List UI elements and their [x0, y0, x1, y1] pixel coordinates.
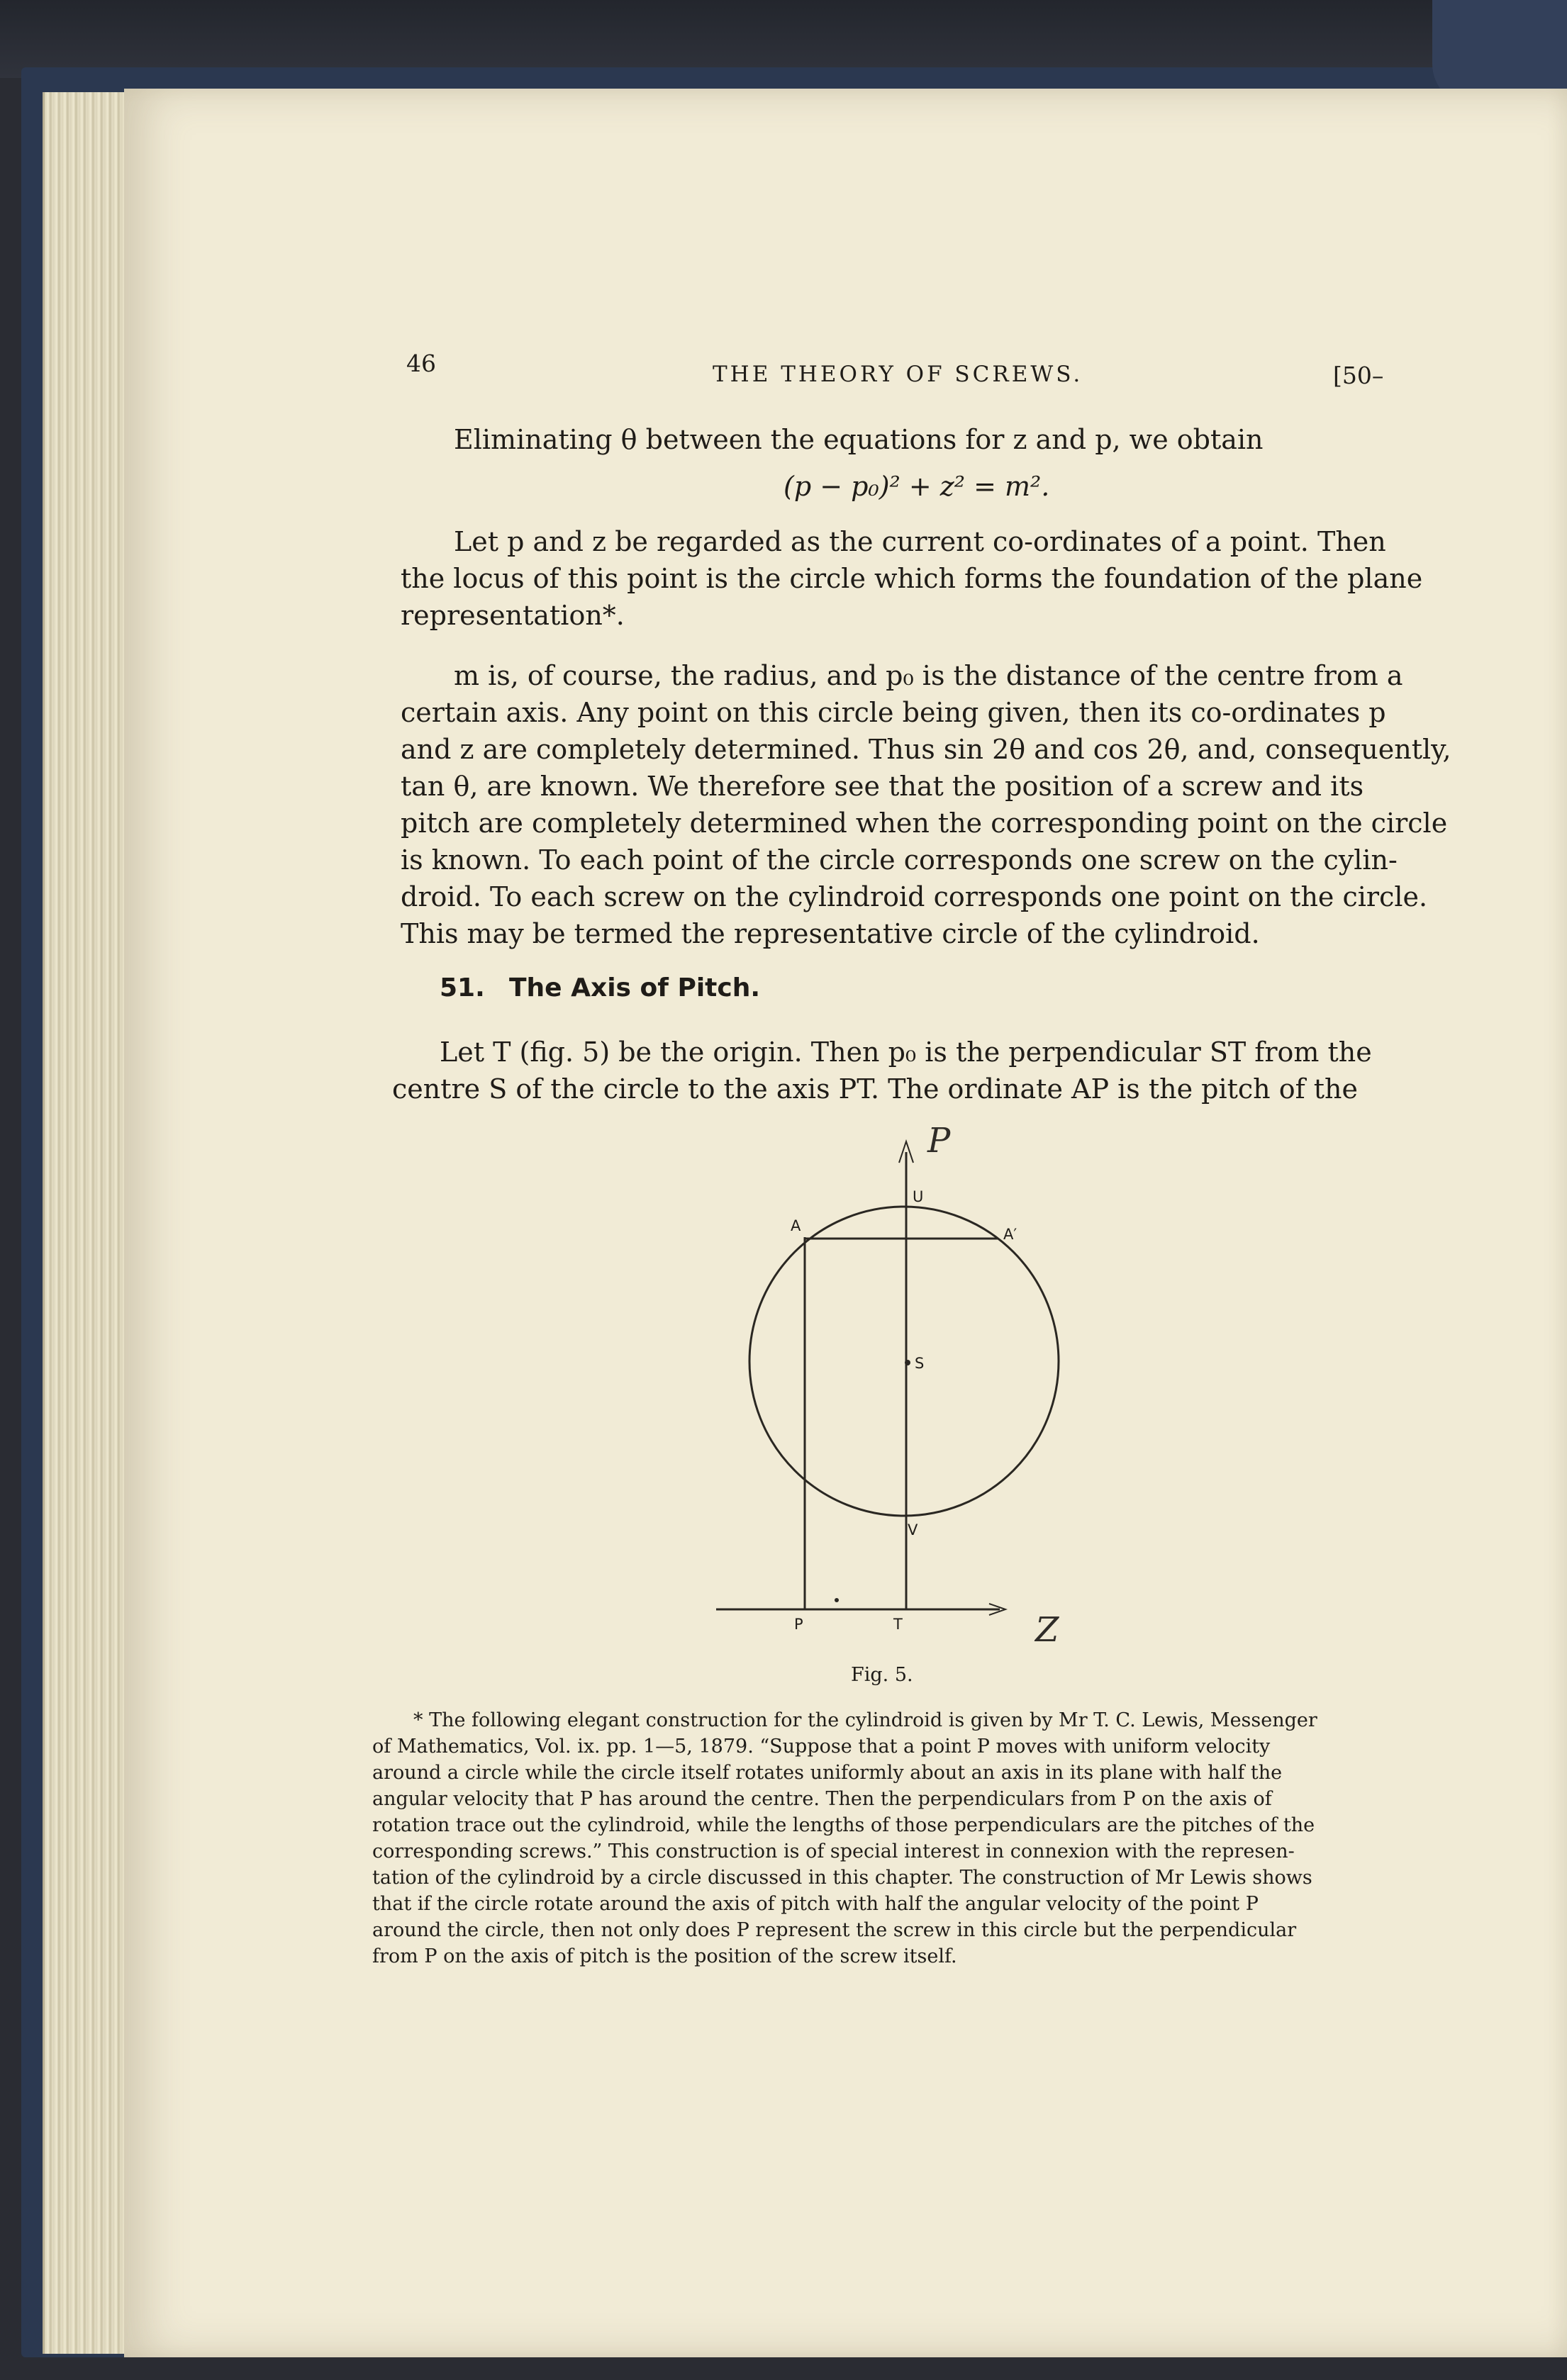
- handwritten-p: P: [927, 1121, 951, 1161]
- label-s: S: [915, 1355, 925, 1372]
- p3-line-2: centre S of the circle to the axis PT. The ordinate AP is the pitch of the: [392, 1073, 1358, 1105]
- p2-line-2: certain axis. Any point on this circle being given, then its co-ordinates p: [401, 697, 1386, 728]
- p1-line-3: representation*.: [401, 600, 625, 631]
- footnote-line-8: that if the circle rotate around the axis of pitch with half the angular velocity of the point P: [372, 1893, 1259, 1915]
- p2-line-7: droid. To each screw on the cylindroid corresponds one point on the circle.: [401, 881, 1428, 912]
- p3-line-1: Let T (fig. 5) be the origin. Then p₀ is the perpendicular ST from the: [440, 1037, 1372, 1068]
- footnote-line-7: tation of the cylindroid by a circle discussed in this chapter. The construction of Mr Lewis shows: [372, 1867, 1312, 1889]
- page-number: 46: [406, 350, 436, 377]
- p1-line-1: Let p and z be regarded as the current co-ordinates of a point. Then: [454, 526, 1386, 557]
- section-number: 51.: [440, 973, 485, 1002]
- p2-line-8: This may be termed the representative circle of the cylindroid.: [401, 918, 1260, 949]
- footnote-line-4: angular velocity that P has around the centre. Then the perpendiculars from P on the axis of: [372, 1788, 1272, 1810]
- footnote-line-3: around a circle while the circle itself rotates uniformly about an axis in its plane with half the: [372, 1762, 1283, 1784]
- footnote-line-9: around the circle, then not only does P represent the screw in this circle but the perpendicular: [372, 1919, 1297, 1941]
- figure-caption: Fig. 5.: [851, 1664, 913, 1686]
- footnote-line-5: rotation trace out the cylindroid, while the lengths of those perpendiculars are the pitches of the: [372, 1814, 1315, 1836]
- footnote-line-6: corresponding screws.” This construction is of special interest in connexion with the represen-: [372, 1840, 1295, 1862]
- section-ref: [50–: [1333, 362, 1384, 389]
- intro-line: Eliminating θ between the equations for z and p, we obtain: [454, 424, 1264, 455]
- equation: (p − p₀)² + z² = m².: [784, 471, 1050, 502]
- p2-line-6: is known. To each point of the circle corresponds one screw on the cylin-: [401, 844, 1398, 876]
- handwritten-z: Z: [1035, 1610, 1059, 1650]
- footnote-line-2: of Mathematics, Vol. ix. pp. 1—5, 1879. “Suppose that a point P moves with uniform velocity: [372, 1736, 1271, 1758]
- p2-line-5: pitch are completely determined when the corresponding point on the circle: [401, 808, 1448, 839]
- label-p: P: [794, 1616, 803, 1633]
- label-a-prime: A′: [1003, 1226, 1017, 1243]
- label-a: A: [791, 1217, 801, 1234]
- p2-line-4: tan θ, are known. We therefore see that the position of a screw and its: [401, 771, 1364, 802]
- running-title: THE THEORY OF SCREWS.: [713, 362, 1083, 387]
- representative-circle: [749, 1207, 1059, 1516]
- dot-mark: [835, 1598, 839, 1602]
- p2-line-3: and z are completely determined. Thus sin 2θ and cos 2θ, and, consequently,: [401, 734, 1451, 765]
- label-v: V: [908, 1521, 918, 1538]
- p1-line-2: the locus of this point is the circle which forms the foundation of the plane: [401, 563, 1423, 594]
- footnote-line-10: from P on the axis of pitch is the position of the screw itself.: [372, 1945, 957, 1967]
- label-t: T: [893, 1616, 903, 1633]
- label-u: U: [913, 1188, 924, 1205]
- p2-line-1: m is, of course, the radius, and p₀ is the distance of the centre from a: [454, 660, 1403, 691]
- centre-point: [905, 1360, 910, 1365]
- section-title: The Axis of Pitch.: [509, 973, 761, 1002]
- footnote-line-1: * The following elegant construction for the cylindroid is given by Mr T. C. Lewis, Messenger: [413, 1709, 1317, 1731]
